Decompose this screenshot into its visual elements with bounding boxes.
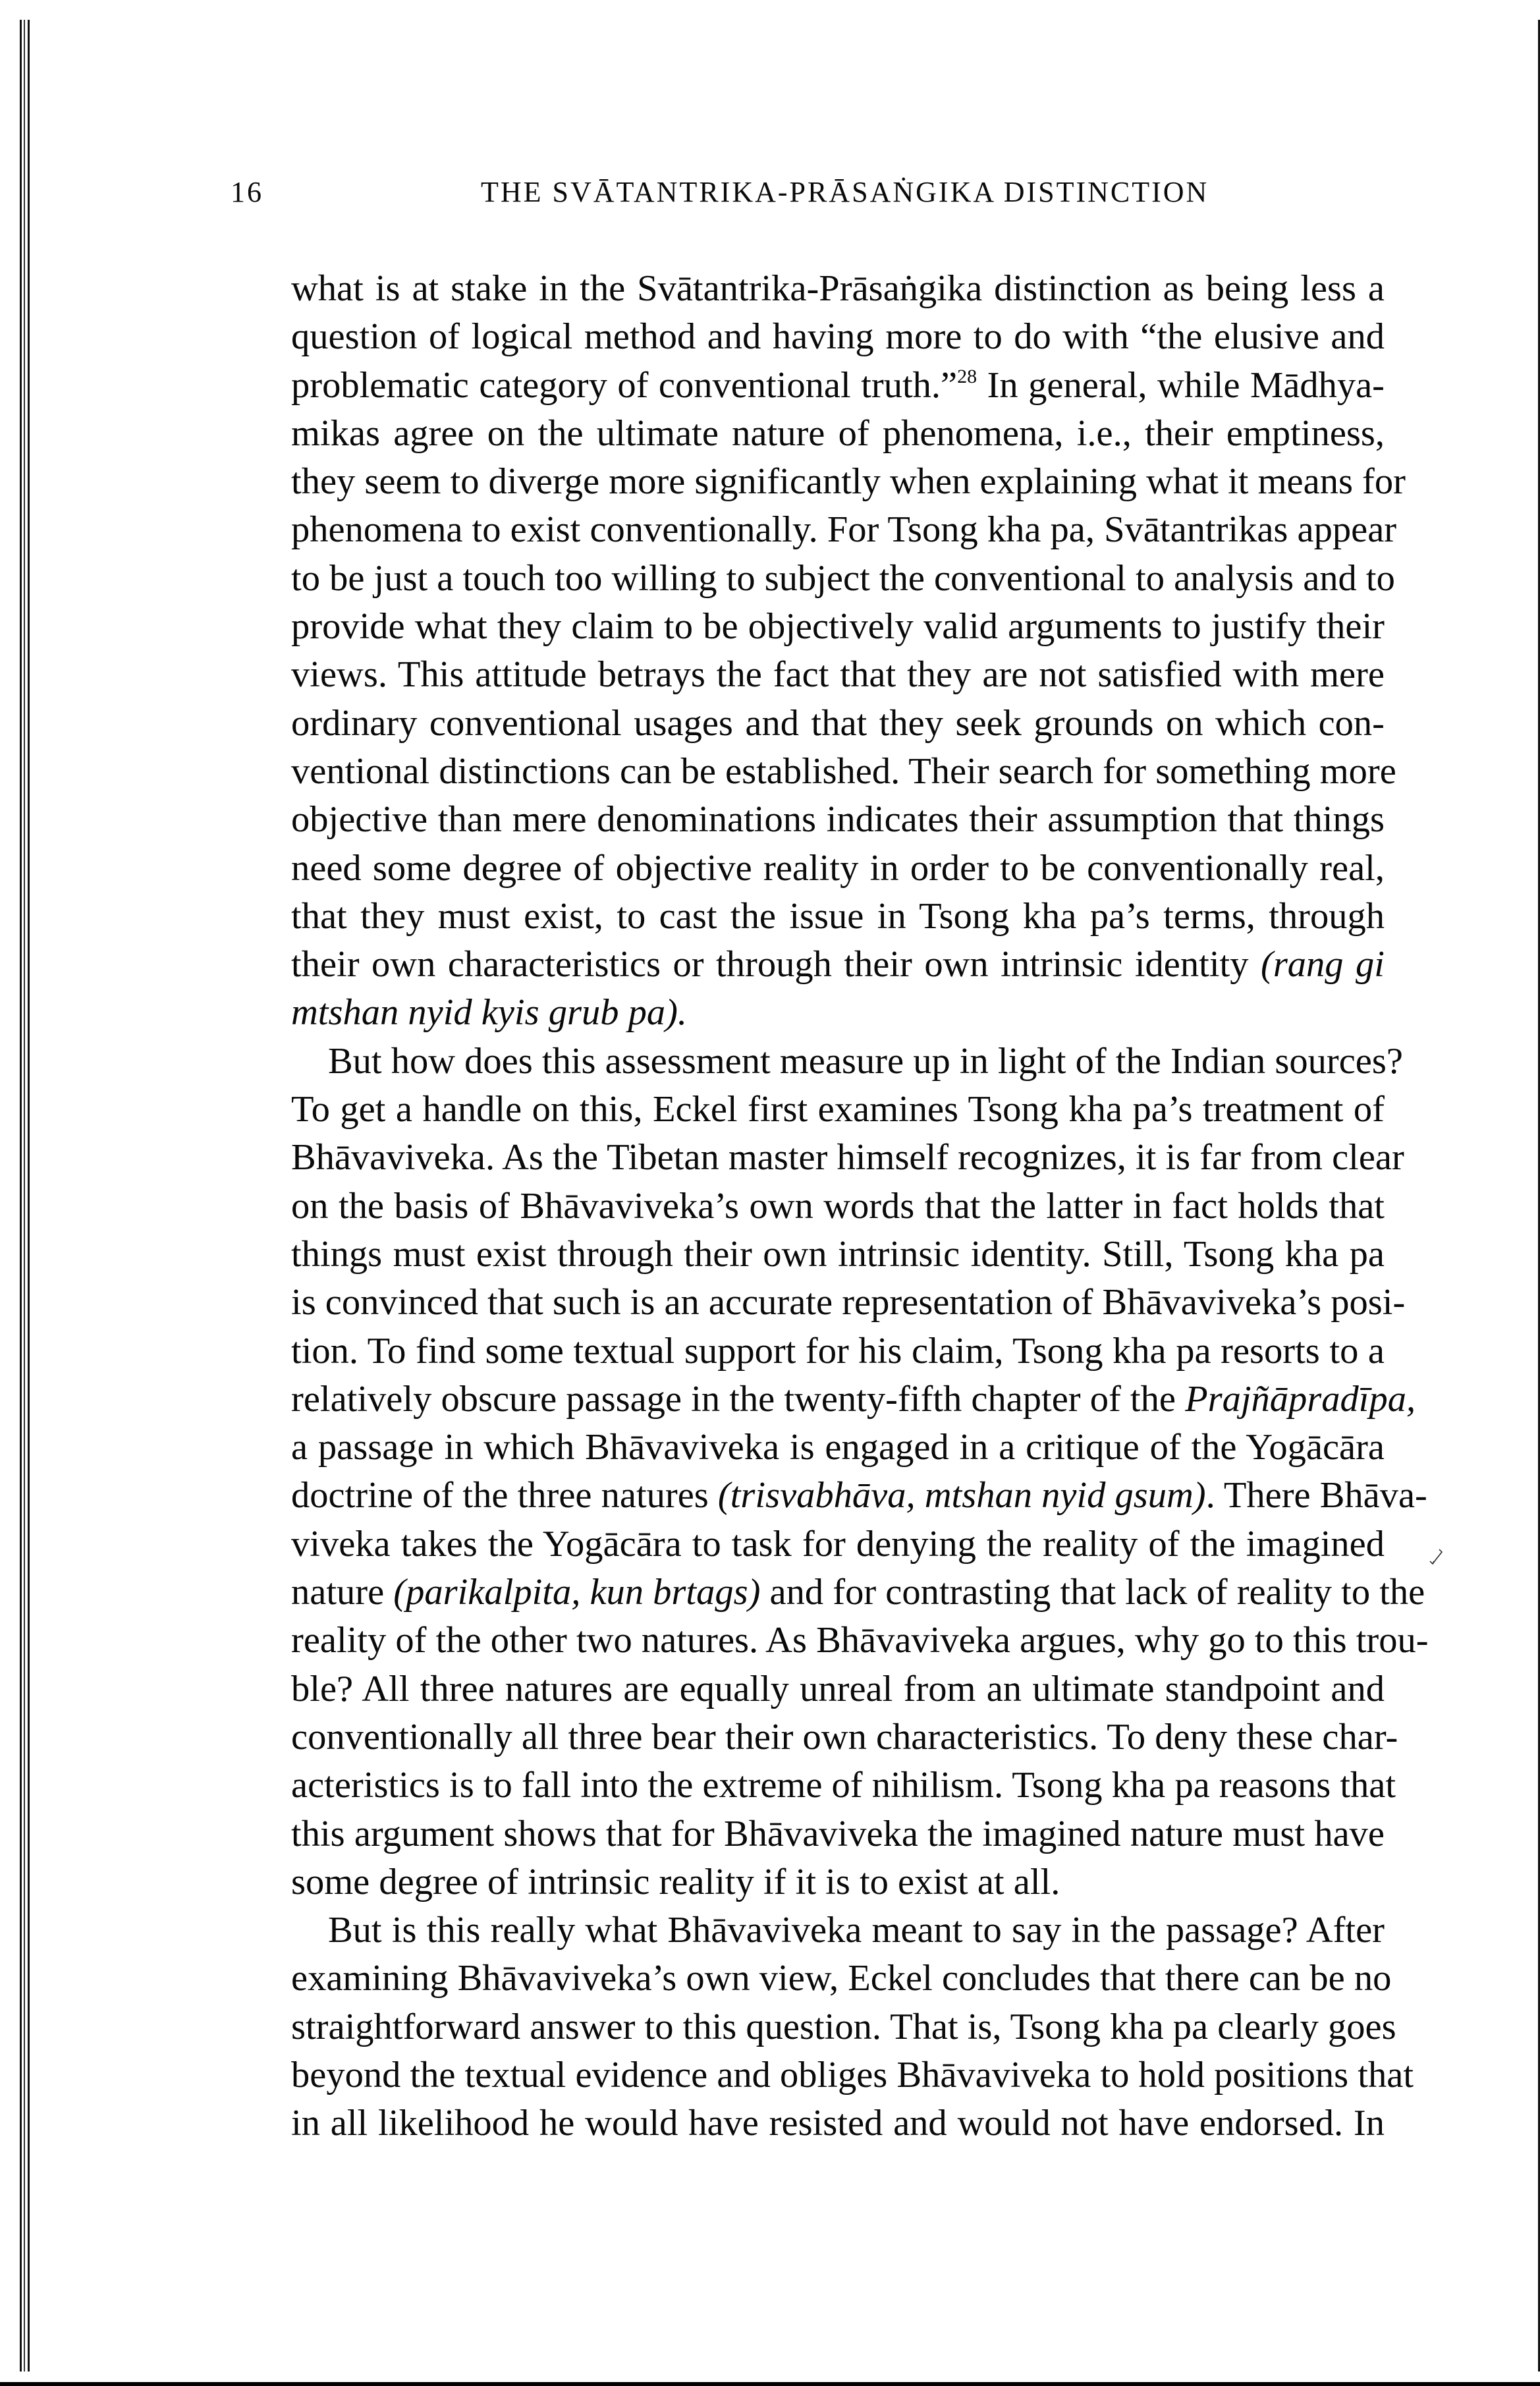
text-line bbox=[291, 1568, 1425, 1617]
text-line bbox=[291, 796, 1385, 844]
text-run: they seem to diverge more significantly when explaining what it means for bbox=[291, 461, 1406, 503]
text-line bbox=[291, 1713, 1398, 1762]
text-run: what is at stake in the Svātantrika-Prāsaṅgika distinction as being less a bbox=[291, 268, 1385, 309]
text-run: to be just a touch too willing to subject the conventional to analysis and to bbox=[291, 557, 1395, 599]
footnote-ref: 28 bbox=[957, 365, 977, 387]
text-run: tion. To find some textual support for his claim, Tsong kha pa resorts to a bbox=[291, 1330, 1385, 1372]
text-run: this argument shows that for Bhāvaviveka the imagined nature must have bbox=[291, 1813, 1385, 1854]
text-line bbox=[291, 1086, 1385, 1134]
text-line bbox=[291, 1810, 1385, 1858]
text-line bbox=[291, 1424, 1385, 1472]
scan-border-left-inner bbox=[28, 20, 30, 2372]
text-line bbox=[291, 1231, 1385, 1279]
text-run: things must exist through their own intrinsic identity. Still, Tsong kha pa bbox=[291, 1233, 1385, 1275]
text-run: acteristics is to fall into the extreme of nihilism. Tsong kha pa reasons that bbox=[291, 1765, 1396, 1806]
italic-term: (trisvabhāva, mtshan nyid gsum) bbox=[717, 1475, 1206, 1516]
text-line bbox=[291, 941, 1385, 989]
text-line bbox=[291, 651, 1385, 699]
pencil-check-mark-icon bbox=[1426, 1548, 1446, 1569]
text-line bbox=[291, 1038, 1403, 1086]
scan-border-bottom bbox=[0, 2382, 1540, 2386]
text-run: ordinary conventional usages and that they seek grounds on which con- bbox=[291, 702, 1385, 744]
text-line bbox=[291, 1665, 1385, 1713]
text-run: is convinced that such is an accurate representation of Bhāvaviveka’s posi- bbox=[291, 1282, 1406, 1323]
text-run: reality of the other two natures. As Bhāvaviveka argues, why go to this trou- bbox=[291, 1620, 1429, 1661]
text-line bbox=[291, 603, 1385, 651]
text-line bbox=[291, 893, 1385, 941]
text-run: in all likelihood he would have resisted and would not have endorsed. In bbox=[291, 2103, 1385, 2144]
text-run: examining Bhāvaviveka’s own view, Eckel concludes that there can be no bbox=[291, 1958, 1392, 1999]
text-line bbox=[291, 2051, 1414, 2099]
text-run: that they must exist, to cast the issue in Tsong kha pa’s terms, through bbox=[291, 895, 1385, 937]
text-line bbox=[291, 1906, 1385, 1955]
text-line bbox=[291, 845, 1385, 893]
text-run: straightforward answer to this question. That is, Tsong kha pa clearly goes bbox=[291, 2006, 1396, 2047]
text-run: objective than mere denominations indicates their assumption that things bbox=[291, 799, 1385, 841]
text-run: some degree of intrinsic reality if it is to exist at all. bbox=[291, 1861, 1060, 1902]
text-line bbox=[291, 700, 1385, 748]
text-run: viveka takes the Yogācāra to task for denying the reality of the imagined bbox=[291, 1523, 1385, 1565]
body-text bbox=[291, 265, 1429, 2148]
text-run: nature bbox=[291, 1572, 394, 1613]
text-run: mikas agree on the ultimate nature of phenomena, i.e., their emptiness, bbox=[291, 412, 1385, 454]
running-head bbox=[231, 170, 1416, 216]
text-run: But how does this assessment measure up in light of the Indian sources? bbox=[328, 1040, 1403, 1082]
italic-term: (parikalpita, kun brtags) bbox=[393, 1572, 761, 1613]
text-run: conventionally all three bear their own characteristics. To deny these char- bbox=[291, 1716, 1398, 1758]
text-line bbox=[291, 313, 1385, 361]
italic-term: (rang gi bbox=[1261, 944, 1385, 985]
text-run: question of logical method and having more to do with “the elusive and bbox=[291, 316, 1385, 358]
paragraph bbox=[291, 1906, 1414, 2148]
page-number: 16 bbox=[231, 176, 263, 208]
text-run: and for contrasting that lack of reality to the bbox=[760, 1572, 1425, 1613]
italic-term: mtshan nyid kyis grub pa). bbox=[291, 992, 688, 1034]
text-line bbox=[291, 1858, 1385, 1906]
text-run: relatively obscure passage in the twenty-fifth chapter of the bbox=[291, 1378, 1186, 1420]
text-run: phenomena to exist conventionally. For Tsong kha pa, Svātantrikas appear bbox=[291, 509, 1397, 551]
text-run: their own characteristics or through their own intrinsic identity bbox=[291, 944, 1261, 985]
text-run: on the basis of Bhāvaviveka’s own words that the latter in fact holds that bbox=[291, 1185, 1385, 1227]
text-line bbox=[291, 2099, 1385, 2148]
text-run: problematic category of conventional truth.” bbox=[291, 364, 958, 406]
text-line bbox=[291, 1134, 1404, 1182]
text-run: views. This attitude betrays the fact that they are not satisfied with mere bbox=[291, 654, 1385, 696]
text-run: In general, while Mādhya- bbox=[977, 364, 1385, 406]
scan-border-left-middle bbox=[24, 20, 25, 2372]
text-line bbox=[291, 1279, 1406, 1327]
text-line bbox=[291, 555, 1395, 603]
paragraph bbox=[291, 1038, 1429, 1906]
text-run: Bhāvaviveka. As the Tibetan master himself recognizes, it is far from clear bbox=[291, 1137, 1404, 1179]
text-run: need some degree of objective reality in order to be conventionally real, bbox=[291, 847, 1385, 889]
text-line bbox=[291, 265, 1385, 313]
text-line bbox=[291, 1327, 1385, 1375]
scan-border-left-outer bbox=[20, 20, 22, 2372]
text-line bbox=[291, 1955, 1392, 2003]
italic-term: Prajñāpradīpa, bbox=[1185, 1378, 1416, 1420]
text-run: . There Bhāva- bbox=[1205, 1475, 1427, 1516]
text-run: ventional distinctions can be established. Their search for something more bbox=[291, 750, 1396, 792]
text-line bbox=[291, 362, 1385, 410]
text-run: a passage in which Bhāvaviveka is engaged in a critique of the Yogācāra bbox=[291, 1427, 1385, 1468]
text-line bbox=[291, 748, 1396, 796]
running-head-title: THE SVĀTANTRIKA-PRĀSAṄGIKA DISTINCTION bbox=[481, 176, 1209, 208]
text-line bbox=[291, 1617, 1429, 1665]
text-run: provide what they claim to be objectively valid arguments to justify their bbox=[291, 606, 1385, 648]
text-run: To get a handle on this, Eckel first examines Tsong kha pa’s treatment of bbox=[291, 1089, 1385, 1130]
text-line bbox=[291, 1472, 1427, 1520]
text-line bbox=[291, 1375, 1416, 1424]
paragraph bbox=[291, 265, 1406, 1038]
text-line bbox=[291, 1182, 1385, 1231]
text-line bbox=[291, 1520, 1385, 1568]
text-run: ble? All three natures are equally unreal from an ultimate standpoint and bbox=[291, 1668, 1385, 1709]
text-line bbox=[291, 2003, 1396, 2051]
text-run: doctrine of the three natures bbox=[291, 1475, 718, 1516]
text-line bbox=[291, 458, 1406, 506]
text-run: But is this really what Bhāvaviveka meant to say in the passage? After bbox=[328, 1910, 1385, 1951]
text-line bbox=[291, 1762, 1396, 1810]
text-run: beyond the textual evidence and obliges Bhāvaviveka to hold positions that bbox=[291, 2054, 1414, 2095]
text-line bbox=[291, 989, 1385, 1037]
text-line bbox=[291, 410, 1385, 458]
text-line bbox=[291, 506, 1397, 554]
